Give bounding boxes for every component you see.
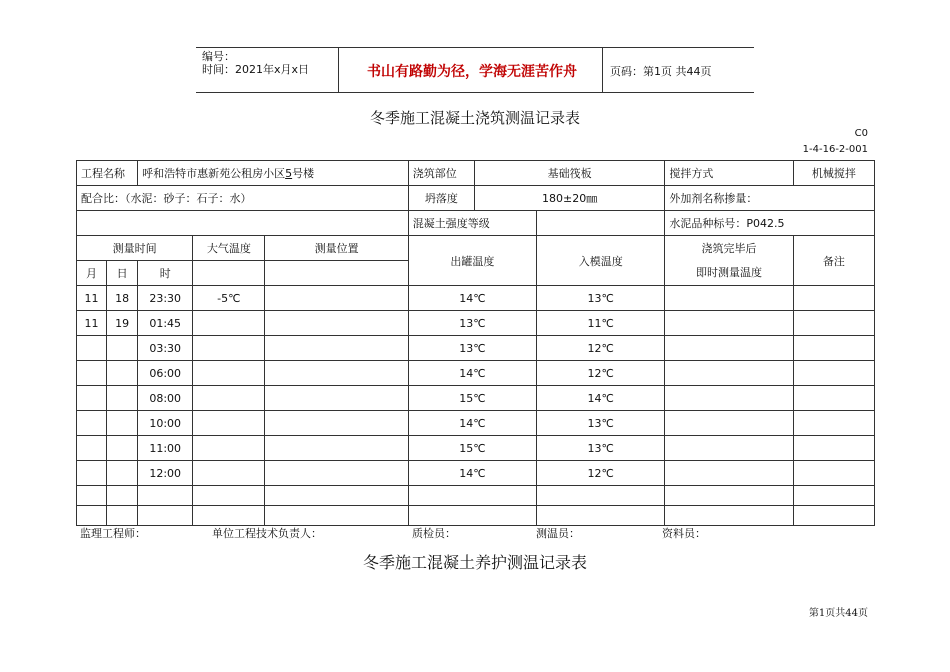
- cell-after-temp: [665, 386, 793, 411]
- cell-air-temp: [193, 486, 265, 506]
- admixture-label: 外加剂名称掺量：: [665, 186, 875, 211]
- empty-cell: [193, 261, 265, 286]
- cell-out-temp: 15℃: [408, 436, 536, 461]
- cell-mold-temp: 11℃: [537, 311, 665, 336]
- cell-out-temp: 13℃: [408, 311, 536, 336]
- cell-location: [265, 361, 408, 386]
- empty-cell: [265, 261, 408, 286]
- pour-part-value: 基础筏板: [474, 161, 664, 186]
- cell-mold-temp: [537, 506, 665, 526]
- col-month: 月: [77, 261, 107, 286]
- cell-month: 11: [77, 311, 107, 336]
- cell-time: 12:00: [138, 461, 193, 486]
- cell-time: 01:45: [138, 311, 193, 336]
- cell-location: [265, 486, 408, 506]
- strength-value: [537, 211, 665, 236]
- second-table-title: 冬季施工混凝土养护测温记录表: [362, 553, 587, 572]
- table-row: [77, 411, 875, 436]
- document-header: [196, 47, 754, 93]
- info-row-1: [77, 161, 875, 186]
- cell-out-temp: 14℃: [408, 411, 536, 436]
- table-row: [77, 461, 875, 486]
- table-row: [77, 486, 875, 506]
- cell-remark: [793, 436, 874, 461]
- supervisor-label: 监理工程师：: [80, 527, 146, 540]
- mix-method-value: 机械搅拌: [793, 161, 874, 186]
- cell-month: [77, 506, 107, 526]
- cell-mold-temp: 12℃: [537, 461, 665, 486]
- cell-location: [265, 461, 408, 486]
- form-code-line1: C0: [854, 128, 868, 139]
- number-label: 编号：: [202, 50, 235, 63]
- cell-air-temp: [193, 436, 265, 461]
- cell-out-temp: 15℃: [408, 386, 536, 411]
- cell-time: [138, 486, 193, 506]
- cell-day: [107, 486, 138, 506]
- table-row: [77, 361, 875, 386]
- cell-day: [107, 461, 138, 486]
- table-row: [77, 286, 875, 311]
- cell-time: 10:00: [138, 411, 193, 436]
- cell-time: 11:00: [138, 436, 193, 461]
- cell-location: [265, 386, 408, 411]
- col-hour: 时: [138, 261, 193, 286]
- cell-day: [107, 336, 138, 361]
- cell-air-temp: [193, 461, 265, 486]
- table-row: [77, 436, 875, 461]
- project-building-number: 5: [285, 167, 293, 180]
- cell-month: 11: [77, 286, 107, 311]
- cell-after-temp: [665, 361, 793, 386]
- mix-method-label: 搅拌方式: [665, 161, 793, 186]
- slump-value: 180±20㎜: [474, 186, 664, 211]
- cell-mold-temp: 12℃: [537, 336, 665, 361]
- cell-remark: [793, 311, 874, 336]
- cell-air-temp: -5℃: [193, 286, 265, 311]
- cell-after-temp: [665, 311, 793, 336]
- cell-after-temp: [665, 436, 793, 461]
- cell-time: 06:00: [138, 361, 193, 386]
- empty-cell: [77, 211, 409, 236]
- temp-staff-label: 测温员：: [536, 527, 580, 540]
- info-row-3: [77, 211, 875, 236]
- inspector-label: 质检员：: [412, 527, 456, 540]
- cell-month: [77, 411, 107, 436]
- header-divider: [602, 48, 603, 92]
- cell-mold-temp: 13℃: [537, 411, 665, 436]
- cell-out-temp: [408, 486, 536, 506]
- cell-day: [107, 411, 138, 436]
- project-value: 呼和浩特市惠新苑公租房小区: [142, 167, 286, 180]
- table-row: [77, 506, 875, 526]
- cell-remark: [793, 506, 874, 526]
- cell-time: 23:30: [138, 286, 193, 311]
- record-table: [76, 160, 875, 526]
- col-location: 测量位置: [265, 236, 408, 261]
- cement-label: 水泥品种标号：P042.5: [665, 211, 875, 236]
- header-motto: 书山有路勤为径，学海无涯苦作舟: [367, 64, 577, 80]
- cell-month: [77, 436, 107, 461]
- cell-after-temp: [665, 286, 793, 311]
- table-row: [77, 386, 875, 411]
- cell-month: [77, 486, 107, 506]
- cell-mold-temp: [537, 486, 665, 506]
- pour-part-label: 浇筑部位: [408, 161, 474, 186]
- col-after-pour-line1: 浇筑完毕后: [701, 241, 757, 255]
- col-mold-temp: 入模温度: [537, 236, 665, 286]
- col-after-pour-temp: [665, 236, 793, 286]
- project-name-cell: [138, 161, 409, 186]
- cell-time: [138, 506, 193, 526]
- mix-ratio-label: 配合比：（水泥：砂子：石子：水）: [77, 186, 409, 211]
- time-label: 时间：2021年x月x日: [202, 63, 310, 76]
- cell-air-temp: [193, 361, 265, 386]
- col-out-temp: 出罐温度: [408, 236, 536, 286]
- project-label: 工程名称: [77, 161, 138, 186]
- cell-mold-temp: 12℃: [537, 361, 665, 386]
- cell-location: [265, 411, 408, 436]
- cell-remark: [793, 361, 874, 386]
- header-divider: [338, 48, 339, 92]
- cell-location: [265, 506, 408, 526]
- cell-after-temp: [665, 411, 793, 436]
- col-day: 日: [107, 261, 138, 286]
- cell-after-temp: [665, 461, 793, 486]
- cell-location: [265, 436, 408, 461]
- project-suffix: 号楼: [292, 167, 315, 180]
- form-code-line2: 1-4-16-2-001: [802, 144, 868, 155]
- cell-day: 19: [107, 311, 138, 336]
- cell-remark: [793, 411, 874, 436]
- cell-month: [77, 386, 107, 411]
- cell-time: 03:30: [138, 336, 193, 361]
- strength-label: 混凝土强度等级: [408, 211, 536, 236]
- col-air-temp: 大气温度: [193, 236, 265, 261]
- cell-location: [265, 311, 408, 336]
- cell-month: [77, 361, 107, 386]
- cell-day: [107, 361, 138, 386]
- header-left: [202, 50, 309, 76]
- cell-after-temp: [665, 486, 793, 506]
- info-row-2: [77, 186, 875, 211]
- cell-day: [107, 506, 138, 526]
- cell-remark: [793, 486, 874, 506]
- cell-out-temp: 13℃: [408, 336, 536, 361]
- cell-day: [107, 386, 138, 411]
- cell-out-temp: 14℃: [408, 286, 536, 311]
- col-measure-time: 测量时间: [77, 236, 193, 261]
- cell-after-temp: [665, 336, 793, 361]
- cell-day: 18: [107, 286, 138, 311]
- cell-time: 08:00: [138, 386, 193, 411]
- cell-after-temp: [665, 506, 793, 526]
- table-row: [77, 311, 875, 336]
- cell-month: [77, 461, 107, 486]
- cell-air-temp: [193, 311, 265, 336]
- cell-remark: [793, 386, 874, 411]
- header-page-label: 页码：第1页 共44页: [610, 65, 712, 78]
- table-row: [77, 336, 875, 361]
- cell-remark: [793, 461, 874, 486]
- tech-lead-label: 单位工程技术负责人：: [212, 527, 322, 540]
- cell-out-temp: 14℃: [408, 461, 536, 486]
- cell-air-temp: [193, 506, 265, 526]
- cell-location: [265, 286, 408, 311]
- cell-month: [77, 336, 107, 361]
- page-footer: 第1页共44页: [808, 608, 868, 619]
- archivist-label: 资料员：: [662, 527, 706, 540]
- col-remark: 备注: [793, 236, 874, 286]
- cell-remark: [793, 286, 874, 311]
- cell-mold-temp: 14℃: [537, 386, 665, 411]
- cell-day: [107, 436, 138, 461]
- page-title: 冬季施工混凝土浇筑测温记录表: [369, 109, 580, 127]
- cell-location: [265, 336, 408, 361]
- cell-air-temp: [193, 411, 265, 436]
- column-header-row-1: [77, 236, 875, 261]
- slump-label: 坍落度: [408, 186, 474, 211]
- cell-out-temp: [408, 506, 536, 526]
- cell-air-temp: [193, 336, 265, 361]
- cell-mold-temp: 13℃: [537, 286, 665, 311]
- cell-mold-temp: 13℃: [537, 436, 665, 461]
- cell-out-temp: 14℃: [408, 361, 536, 386]
- col-after-pour-line2: 即时测量温度: [696, 265, 763, 279]
- cell-air-temp: [193, 386, 265, 411]
- cell-remark: [793, 336, 874, 361]
